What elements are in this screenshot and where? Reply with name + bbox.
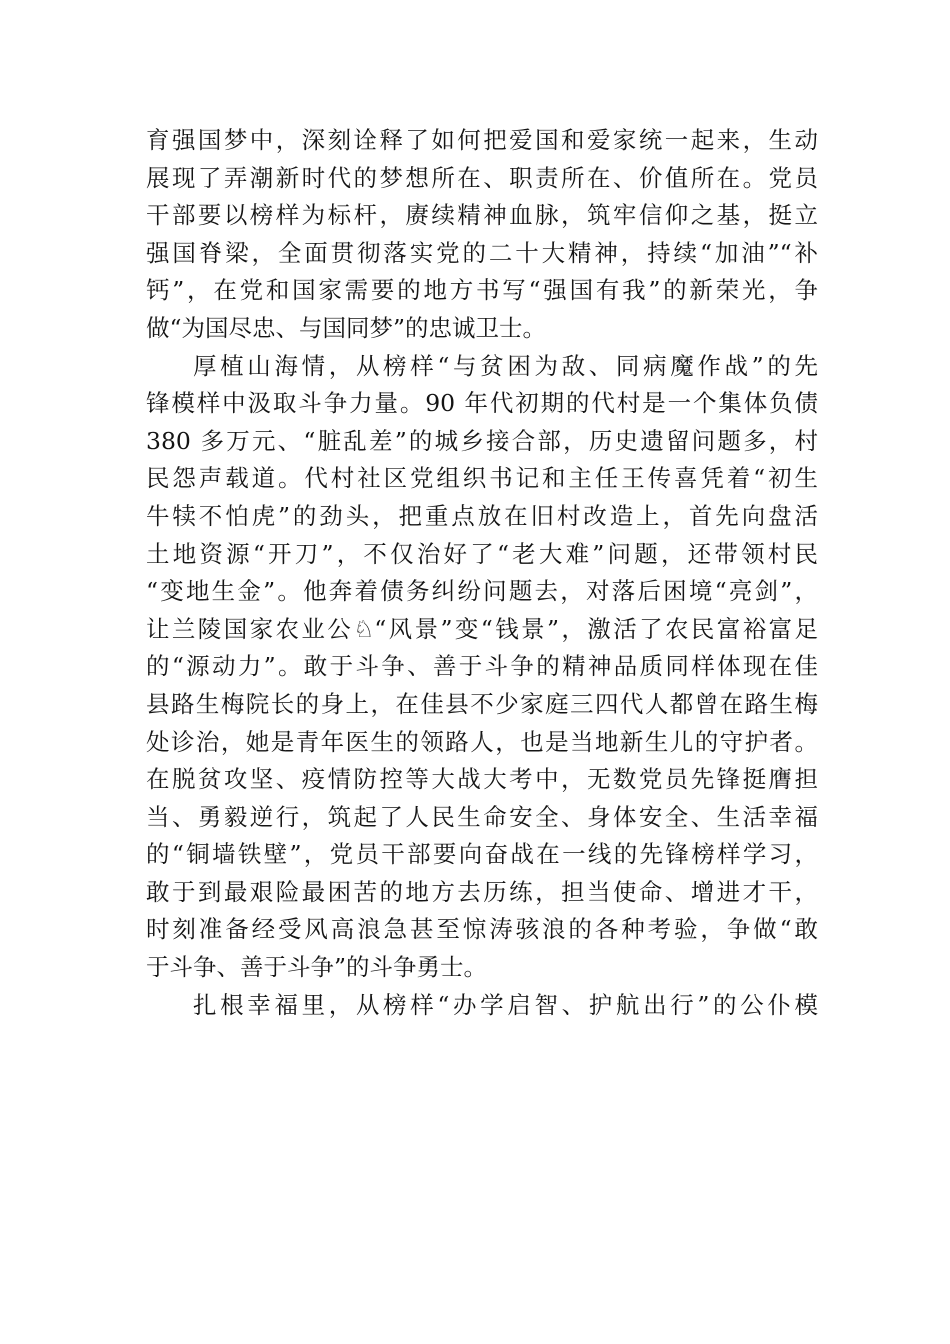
text-line: 民怨声载道。代村社区党组织书记和主任王传喜凭着“初生 [146, 464, 818, 493]
text-line: 时刻准备经受风高浪急甚至惊涛骇浪的各种考验，争做“敢 [146, 915, 818, 944]
text-line: “变地生金”。他奔着债务纠纷问题去，对落后困境“亮剑”， [146, 577, 818, 606]
text-line: 让兰陵国家农业公♘“风景”变“钱景”，激活了农民富裕富足 [146, 614, 818, 643]
text-line: 钙”，在党和国家需要的地方书写“强国有我”的新荣光，争 [146, 276, 818, 305]
text-line: 牛犊不怕虎”的劲头，把重点放在旧村改造上，首先向盘活 [146, 501, 818, 530]
text-line: 锋模样中汲取斗争力量。90 年代初期的代村是一个集体负债 [146, 389, 818, 418]
text-line: 土地资源“开刀”，不仅治好了“老大难”问题，还带领村民 [146, 539, 818, 568]
text-line: 380 多万元、“脏乱差”的城乡接合部，历史遗留问题多，村 [146, 426, 818, 455]
paragraph-start-line: 厚植山海情，从榜样“与贫困为敌、同病魔作战”的先 [193, 351, 818, 380]
text-line: 育强国梦中，深刻诠释了如何把爱国和爱家统一起来，生动 [146, 126, 818, 154]
text-line: 当、勇毅逆行，筑起了人民生命安全、身体安全、生活幸福 [146, 802, 818, 831]
paragraph-start-line: 扎根幸福里，从榜样“办学启智、护航出行”的公仆模 [193, 990, 818, 1019]
text-line: 的“铜墙铁壁”，党员干部要向奋战在一线的先锋榜样学习， [146, 840, 818, 869]
body-text [146, 122, 818, 1024]
text-line: 敢于到最艰险最困苦的地方去历练，担当使命、增进才干， [146, 877, 818, 906]
text-line: 在脱贫攻坚、疫情防控等大战大考中，无数党员先锋挺膺担 [146, 765, 818, 794]
text-line: 的“源动力”。敢于斗争、善于斗争的精神品质同样体现在佳 [146, 652, 818, 681]
text-line: 强国脊梁，全面贯彻落实党的二十大精神，持续“加油”“补 [146, 238, 818, 267]
text-line: 做“为国尽忠、与国同梦”的忠诚卫士。 [146, 313, 547, 342]
text-line: 于斗争、善于斗争”的斗争勇士。 [146, 953, 488, 982]
text-line: 处诊治，她是青年医生的领路人，也是当地新生儿的守护者。 [146, 727, 818, 756]
text-line: 干部要以榜样为标杆，赓续精神血脉，筑牢信仰之基，挺立 [146, 201, 818, 230]
text-line: 县路生梅院长的身上，在佳县不少家庭三四代人都曾在路生梅 [146, 689, 818, 718]
text-line: 展现了弄潮新时代的梦想所在、职责所在、价值所在。党员 [146, 163, 818, 192]
